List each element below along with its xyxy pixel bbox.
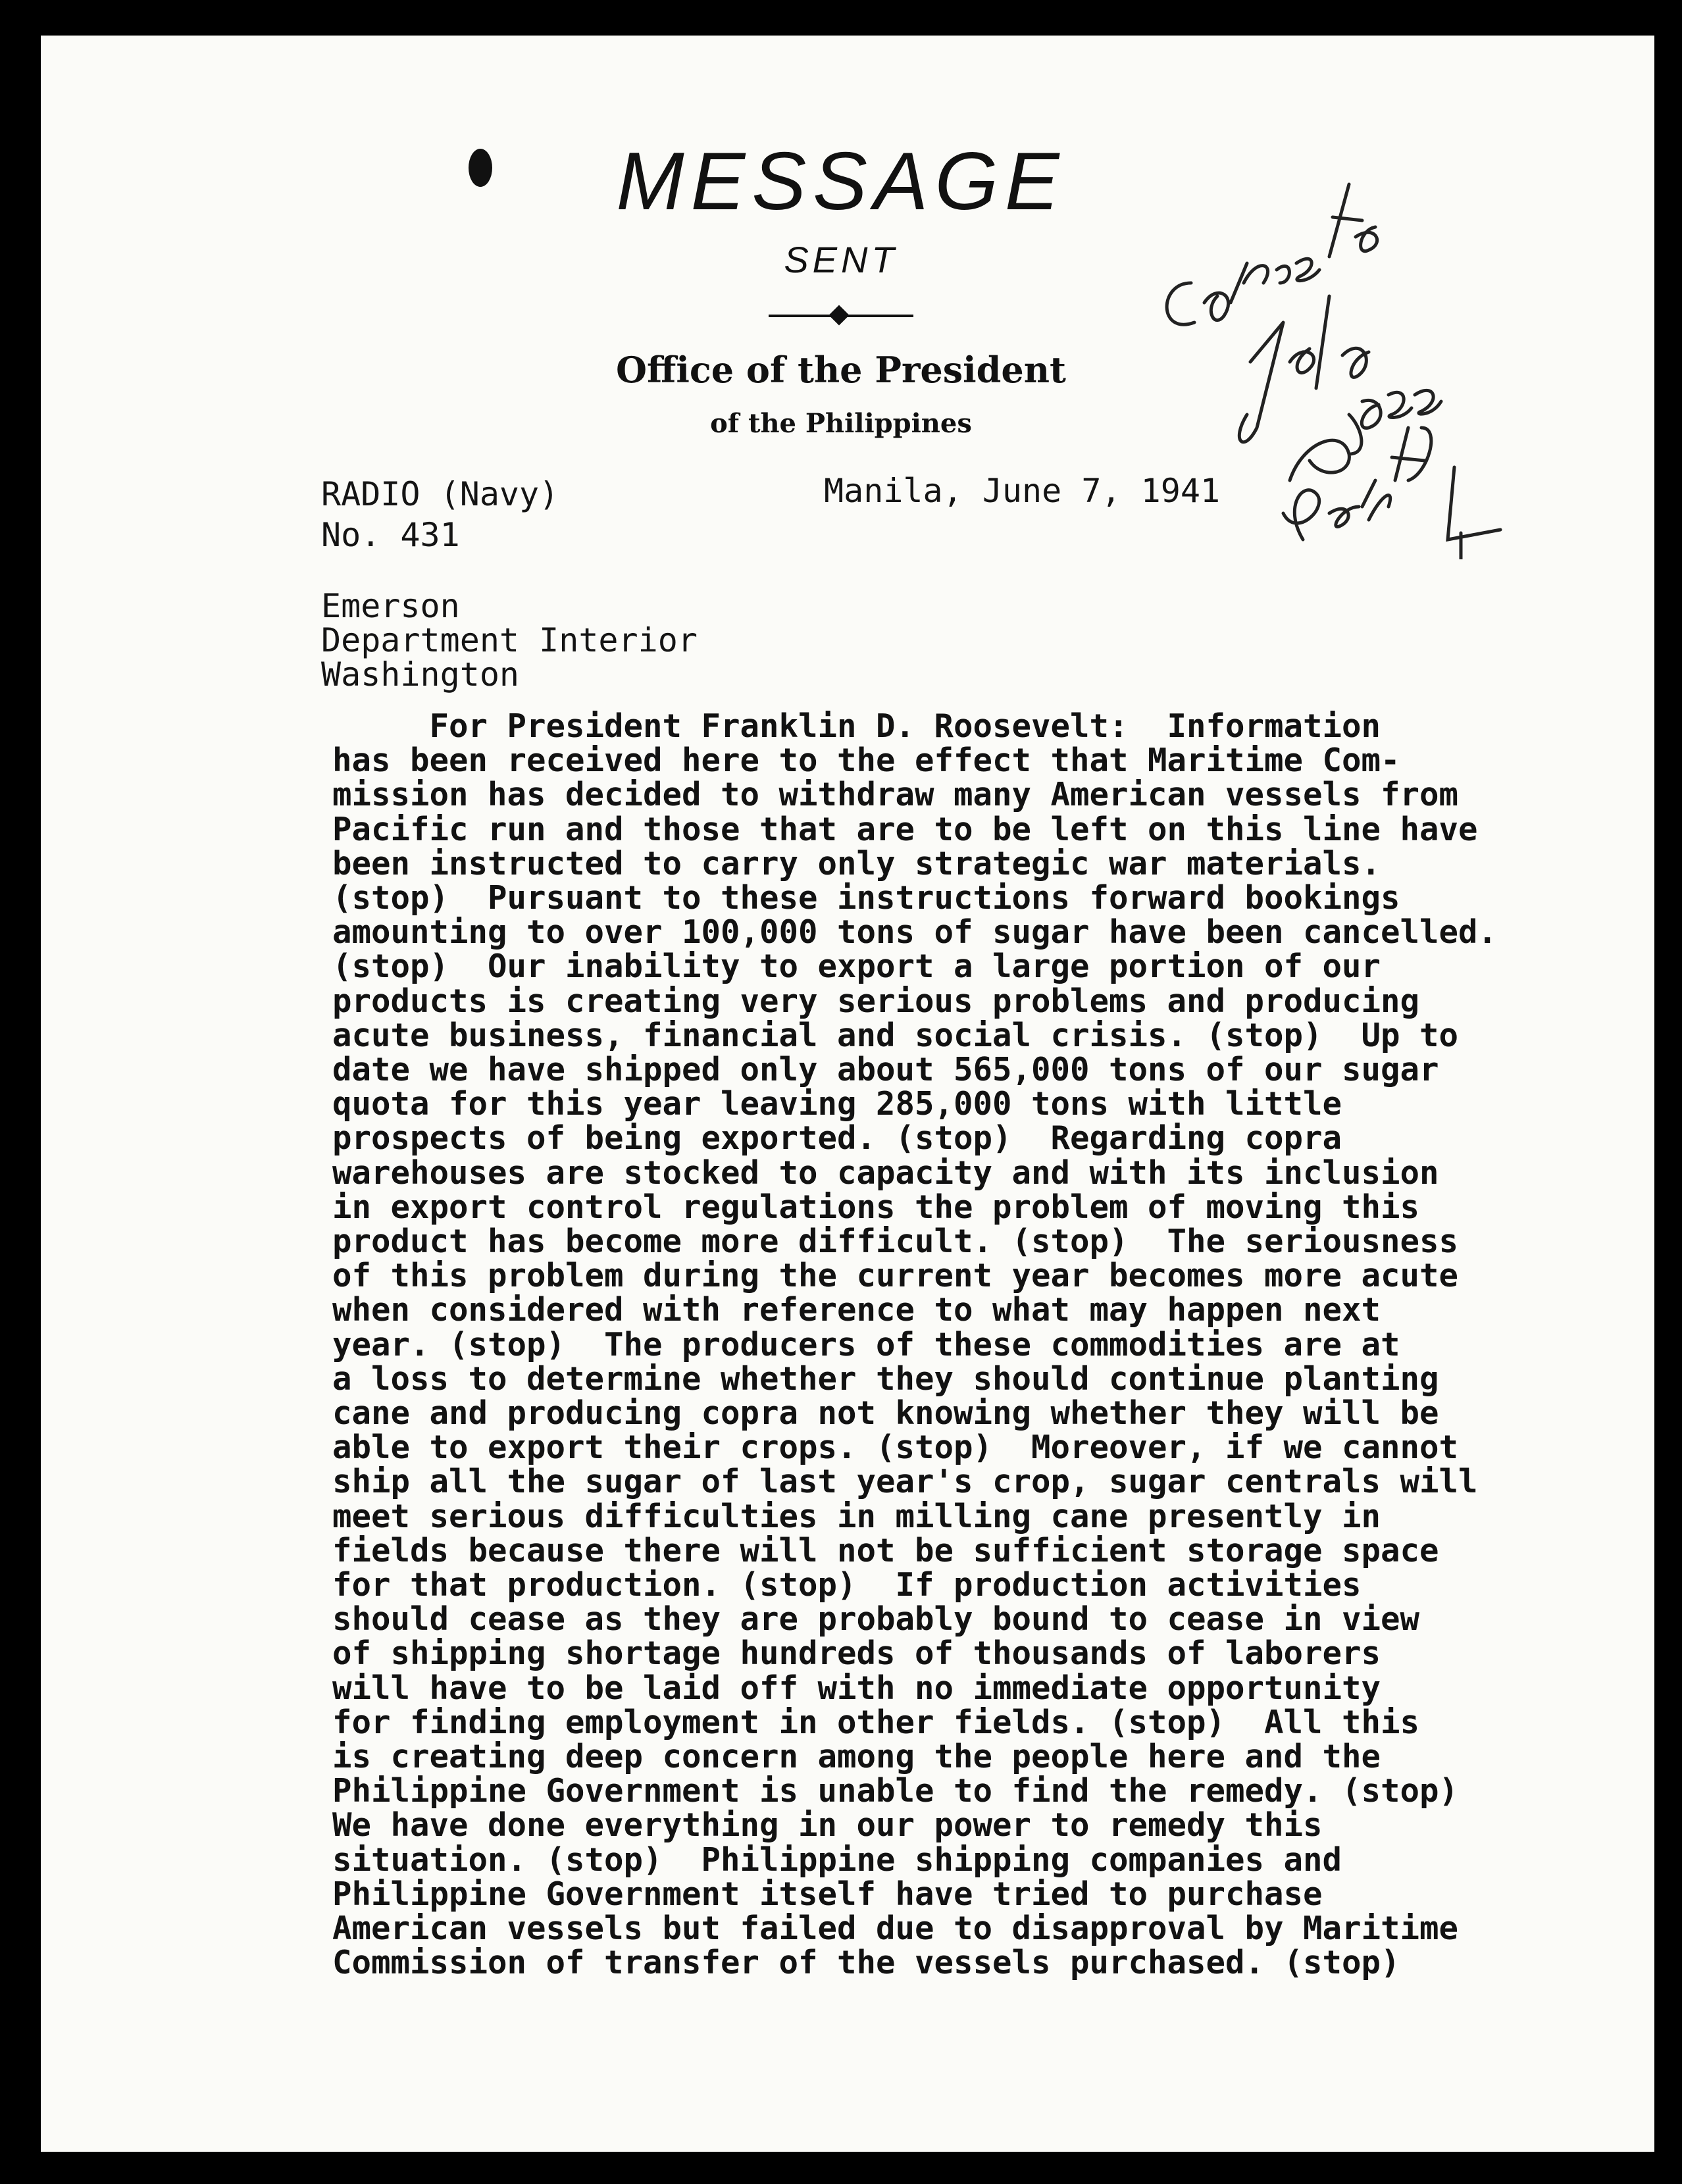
- body-line: Pacific run and those that are to be left on this line have: [332, 810, 1478, 848]
- body-line: quota for this year leaving 285,000 tons with little: [332, 1085, 1342, 1123]
- body-line: ship all the sugar of last year's crop, sugar centrals will: [332, 1463, 1478, 1501]
- body-line: product has become more difficult. (stop) The seriousness: [332, 1223, 1459, 1260]
- transmission-type: RADIO (Navy): [321, 475, 559, 513]
- check-mark-icon: [1435, 461, 1514, 553]
- body-line: able to export their crops. (stop) Moreover, if we cannot: [332, 1429, 1459, 1467]
- body-line: in export control regulations the problem of moving this: [332, 1188, 1420, 1226]
- office-name: Office of the President: [616, 349, 1066, 391]
- recipient-department: Department Interior: [321, 621, 698, 659]
- recipient-city: Washington: [321, 655, 520, 694]
- body-line: is creating deep concern among the people here and the: [332, 1738, 1381, 1775]
- body-line: for finding employment in other fields. (stop) All this: [332, 1703, 1420, 1741]
- body-line: cane and producing copra not knowing whether they will be: [332, 1394, 1439, 1432]
- body-line: for that production. (stop) If production activities: [332, 1566, 1362, 1604]
- letterhead-title: MESSAGE: [616, 136, 1066, 227]
- message-body: [332, 707, 1616, 2023]
- body-line: date we have shipped only about 565,000 tons of our sugar: [332, 1051, 1439, 1088]
- recipient-name: Emerson: [321, 587, 460, 625]
- body-line: year. (stop) The producers of these commodities are at: [332, 1325, 1400, 1363]
- body-line: of shipping shortage hundreds of thousands of laborers: [332, 1635, 1381, 1673]
- body-line: prospects of being exported. (stop) Regarding copra: [332, 1119, 1342, 1157]
- letterhead-subtitle: SENT: [784, 239, 898, 280]
- office-name-line2: of the Philippines: [710, 408, 972, 439]
- body-line: amounting to over 100,000 tons of sugar have been cancelled.: [332, 913, 1498, 952]
- body-line: Commission of transfer of the vessels purchased. (stop): [332, 1944, 1400, 1982]
- body-line: We have done everything in our power to remedy this: [332, 1806, 1323, 1844]
- place-date: Manila, June 7, 1941: [824, 472, 1221, 510]
- body-line: will have to be laid off with no immediate opportunity: [332, 1669, 1381, 1707]
- body-line: of this problem during the current year becomes more acute: [332, 1257, 1459, 1295]
- body-line: For President Franklin D. Roosevelt: Information: [332, 707, 1381, 745]
- body-line: American vessels but failed due to disapproval by Maritime: [332, 1910, 1459, 1947]
- body-line: Philippine Government itself have tried to purchase: [332, 1875, 1323, 1913]
- body-line: fields because there will not be sufficient storage space: [332, 1531, 1439, 1569]
- body-line: warehouses are stocked to capacity and with its inclusion: [332, 1154, 1439, 1192]
- body-line: acute business, financial and social crisis. (stop) Up to: [332, 1016, 1459, 1054]
- body-line: been instructed to carry only strategic war materials.: [332, 844, 1381, 882]
- body-line: should cease as they are probably bound to cease in view: [332, 1600, 1420, 1638]
- body-line: products is creating very serious problems and producing: [332, 982, 1420, 1020]
- body-line: when considered with reference to what may happen next: [332, 1291, 1381, 1329]
- body-line: a loss to determine whether they should continue planting: [332, 1359, 1439, 1398]
- body-line: (stop) Pursuant to these instructions forward bookings: [332, 879, 1400, 917]
- message-number: No. 431: [321, 516, 460, 554]
- body-line: (stop) Our inability to export a large portion of our: [332, 948, 1381, 986]
- body-line: mission has decided to withdraw many American vessels from: [332, 776, 1459, 814]
- body-line: Philippine Government is unable to find the remedy. (stop): [332, 1772, 1459, 1810]
- body-line: situation. (stop) Philippine shipping companies and: [332, 1841, 1342, 1879]
- body-line: meet serious difficulties in milling cane presently in: [332, 1497, 1381, 1535]
- body-line: has been received here to the effect that Maritime Com-: [332, 742, 1400, 780]
